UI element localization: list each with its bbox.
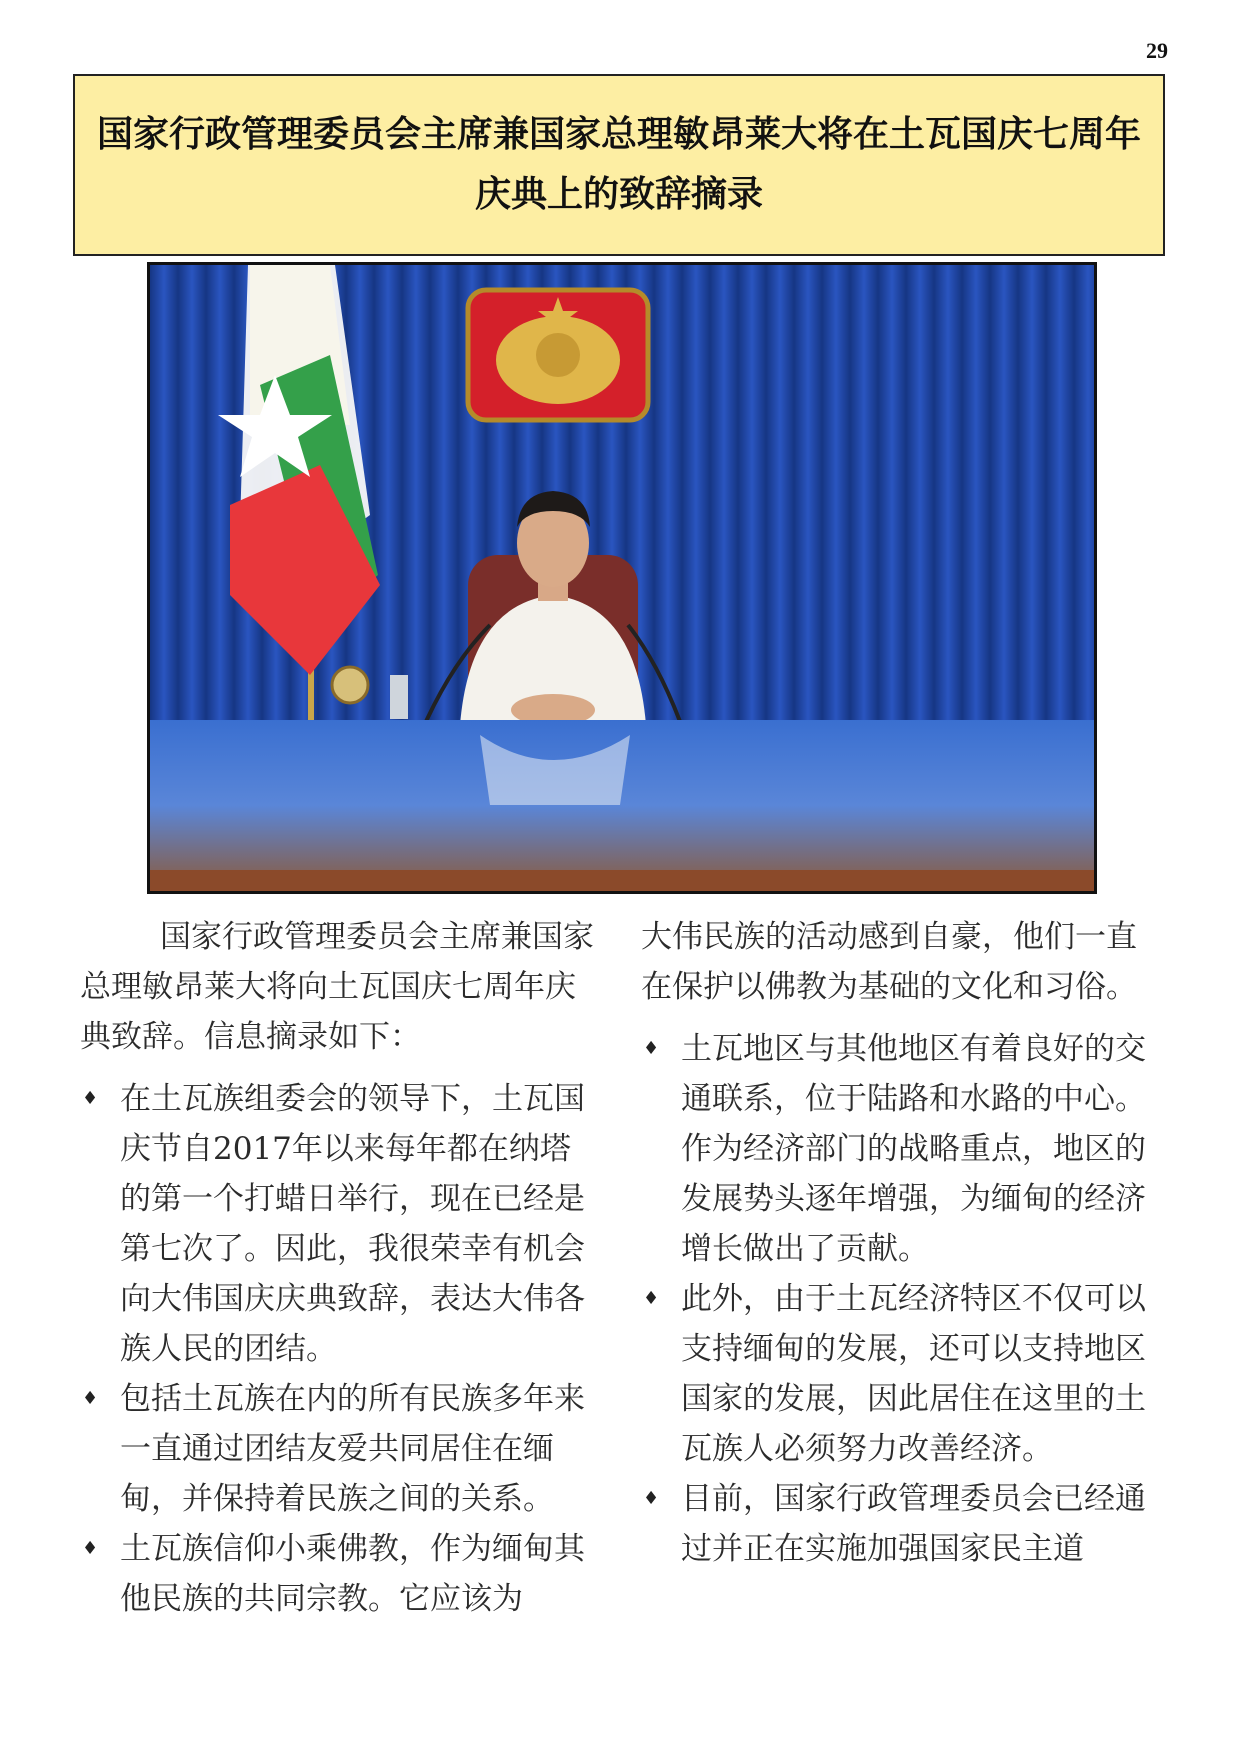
right-bullet-list [641, 1024, 1165, 1574]
bullet-text: 土瓦族信仰小乘佛教，作为缅甸其他民族的共同宗教。它应该为 [120, 1531, 585, 1617]
diamond-bullet-icon: ♦ [643, 1288, 660, 1309]
list-item [80, 1074, 600, 1374]
diamond-bullet-icon: ♦ [643, 1488, 660, 1509]
diamond-bullet-icon: ♦ [82, 1088, 99, 1109]
diamond-bullet-icon: ♦ [82, 1388, 99, 1409]
desk-clock [332, 667, 368, 703]
left-bullet-list [80, 1074, 600, 1624]
list-item [641, 1474, 1165, 1574]
bullet-text: 土瓦地区与其他地区有着良好的交通联系，位于陆路和水路的中心。作为经济部门的战略重点，地区的发展势头逐年增强，为缅甸的经济增长做出了贡献。 [681, 1031, 1146, 1267]
left-column [80, 912, 600, 1624]
bullet-text: 此外，由于土瓦经济特区不仅可以支持缅甸的发展，还可以支持地区国家的发展，因此居住在这里的土瓦族人必须努力改善经济。 [681, 1281, 1146, 1467]
page-number: 29 [1146, 38, 1168, 63]
speech-photo [147, 262, 1097, 894]
list-item [80, 1524, 600, 1624]
page-title: 国家行政管理委员会主席兼国家总理敏昂莱大将在土瓦国庆七周年庆典上的致辞摘录 [96, 114, 1141, 215]
bullet-text: 包括土瓦族在内的所有民族多年来一直通过团结友爱共同居住在缅甸，并保持着民族之间的关系。 [120, 1381, 585, 1517]
bullet-text: 目前，国家行政管理委员会已经通过并正在实施加强国家民主道 [681, 1481, 1146, 1567]
list-item [641, 1274, 1165, 1474]
diamond-bullet-icon: ♦ [643, 1038, 660, 1059]
list-item [641, 1024, 1165, 1274]
state-emblem [468, 290, 648, 420]
list-item [80, 1374, 600, 1524]
intro-paragraph: 国家行政管理委员会主席兼国家总理敏昂莱大将向土瓦国庆七周年庆典致辞。信息摘录如下： [80, 919, 594, 1055]
diamond-bullet-icon: ♦ [82, 1538, 99, 1559]
right-column [641, 912, 1165, 1574]
bullet-text: 在土瓦族组委会的领导下，土瓦国庆节自2017年以来每年都在纳塔的第一个打蜡日举行，现在已经是第七次了。因此，我很荣幸有机会向大伟国庆庆典致辞，表达大伟各族人民的团结。 [120, 1081, 585, 1367]
continuation-paragraph: 大伟民族的活动感到自豪，他们一直在保护以佛教为基础的文化和习俗。 [641, 919, 1137, 1005]
title-box [73, 74, 1165, 256]
photo-illustration [150, 265, 1094, 891]
pen-holder [390, 675, 408, 719]
